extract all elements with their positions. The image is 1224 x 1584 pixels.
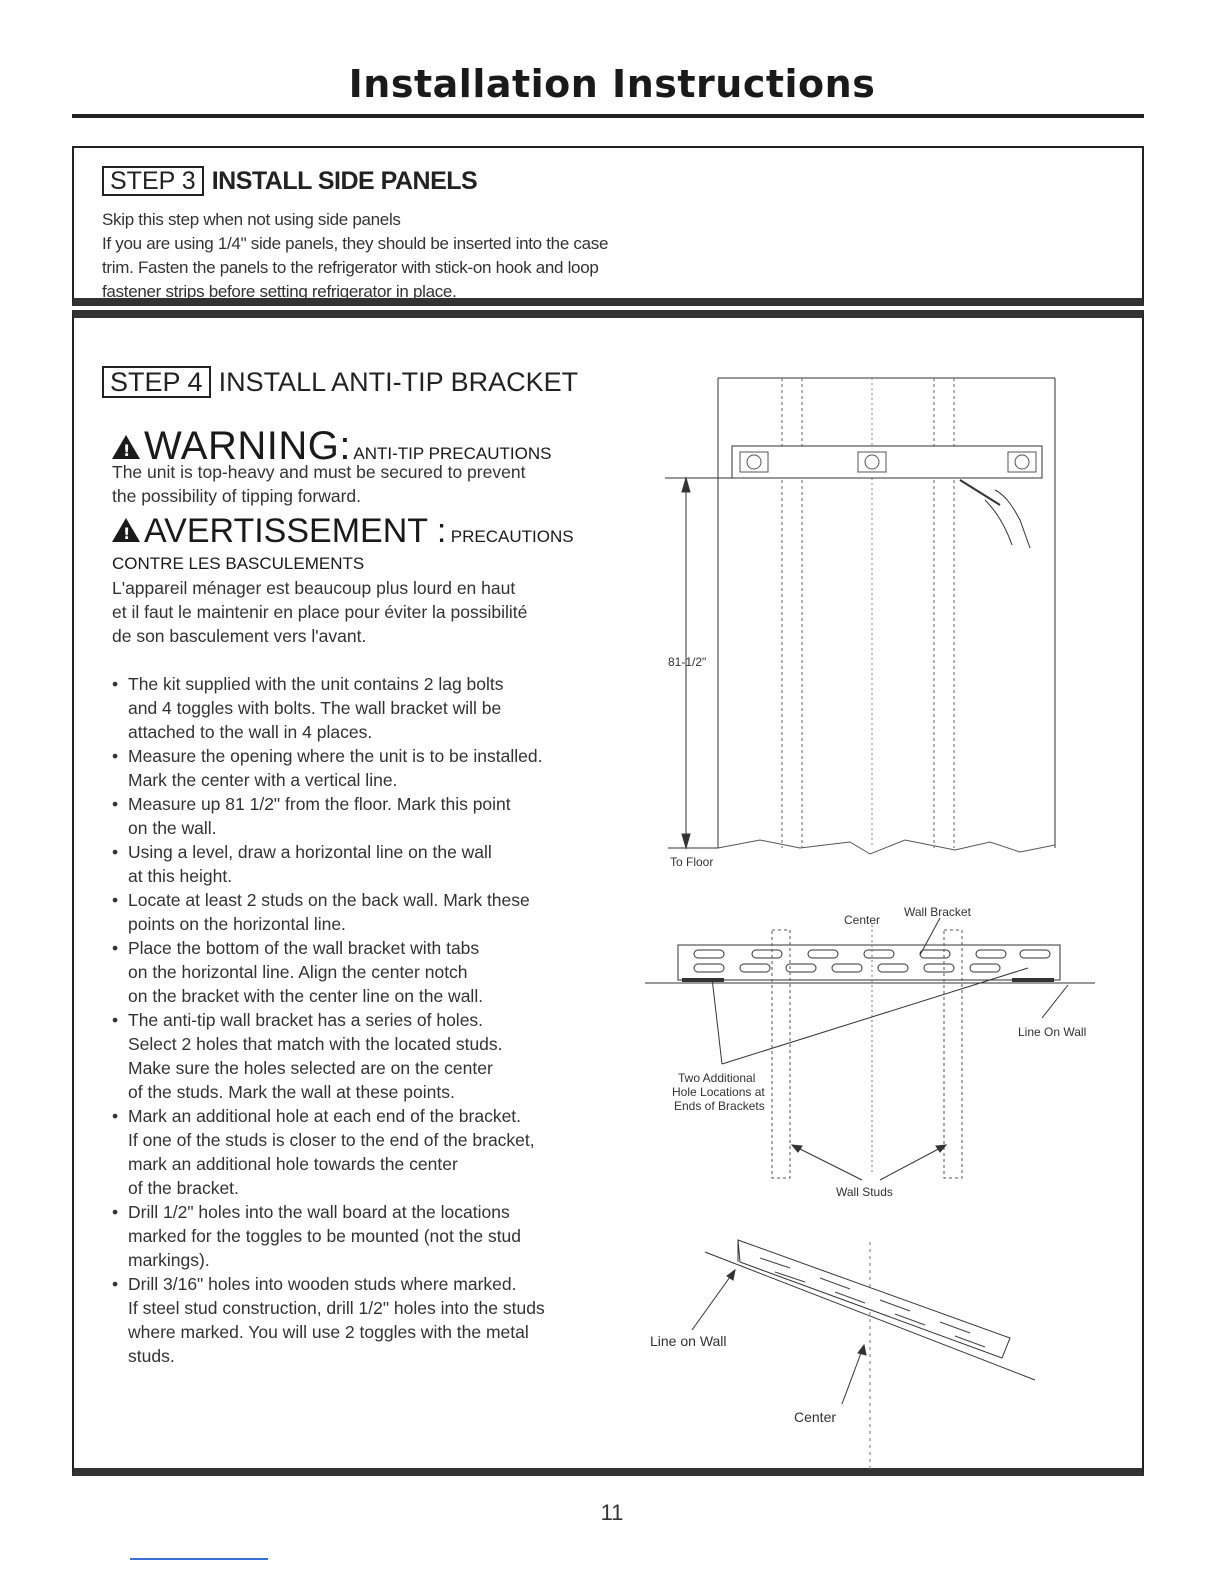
list-item-line: points on the horizontal line. (128, 914, 346, 934)
list-item (112, 1008, 632, 1104)
wall-bracket-label: Wall Bracket (904, 905, 971, 919)
step4-heading (102, 366, 578, 398)
avertissement-line: et il faut le maintenir en place pour éviter la possibilité (112, 602, 528, 622)
warning-line: the possibility of tipping forward. (112, 486, 362, 506)
page-title: Installation Instructions (348, 62, 876, 106)
step3-text (102, 208, 608, 304)
list-item-line: Select 2 holes that match with the located studs. (128, 1034, 503, 1054)
list-item (112, 1272, 632, 1368)
list-item-line: and 4 toggles with bolts. The wall bracket will be (128, 698, 502, 718)
to-floor-label: To Floor (670, 855, 714, 869)
footer-link-underline[interactable] (130, 1558, 268, 1560)
list-item-line: • Drill 1/2" holes into the wall board at the locations (128, 1202, 510, 1222)
two-additional-label: Hole Locations at (672, 1085, 765, 1099)
warning-line: The unit is top-heavy and must be secured to prevent (112, 462, 526, 482)
line-on-wall-label: Line On Wall (1018, 1025, 1087, 1039)
list-item-line: • Measure up 81 1/2" from the floor. Mark this point (128, 794, 511, 814)
avertissement-small: PRECAUTIONS (450, 527, 574, 546)
avertissement-line: de son basculement vers l'avant. (112, 626, 367, 646)
list-item (112, 1200, 632, 1272)
step4-tag: STEP 4 (102, 366, 211, 398)
list-item-line: • Drill 3/16" holes into wooden studs where marked. (128, 1274, 517, 1294)
list-item-line: • The anti-tip wall bracket has a series of holes. (128, 1010, 484, 1030)
wall-studs-label: Wall Studs (836, 1185, 893, 1199)
warning-triangle-icon (112, 435, 140, 459)
list-item (112, 840, 632, 888)
list-item-line: mark an additional hole towards the center (128, 1154, 458, 1174)
step3-heading (102, 166, 477, 196)
list-item-line: of the bracket. (128, 1178, 239, 1198)
list-item (112, 792, 632, 840)
list-item-line: • The kit supplied with the unit contains 2 lag bolts (128, 674, 504, 694)
step3-line: Skip this step when not using side panels (102, 210, 401, 229)
list-item-line: • Measure the opening where the unit is to be installed. (128, 746, 543, 766)
list-item-line: markings). (128, 1250, 210, 1270)
list-item-line: marked for the toggles to be mounted (not the stud (128, 1226, 522, 1246)
center-label-2: Center (794, 1409, 837, 1425)
list-item-line: • Using a level, draw a horizontal line on the wall (128, 842, 492, 862)
warning-big: WARNING: (144, 424, 351, 468)
title-rule (72, 114, 1144, 118)
list-item-line: Make sure the holes selected are on the center (128, 1058, 493, 1078)
two-additional-label: Two Additional (678, 1071, 756, 1085)
step3-box (72, 146, 1144, 306)
list-item-line: • Mark an additional hole at each end of the bracket. (128, 1106, 522, 1126)
avertissement-big: AVERTISSEMENT : (144, 512, 447, 550)
step3-title: INSTALL SIDE PANELS (211, 166, 478, 195)
step4-box (72, 310, 1144, 1476)
avertissement-sub: CONTRE LES BASCULEMENTS (112, 554, 365, 573)
list-item (112, 1104, 632, 1200)
list-item (112, 672, 632, 744)
page-number: 11 (600, 1500, 624, 1525)
list-item (112, 744, 632, 792)
avertissement-body (112, 576, 527, 648)
step4-title: INSTALL ANTI-TIP BRACKET (218, 366, 579, 397)
list-item-line: where marked. You will use 2 toggles with the metal (128, 1322, 529, 1342)
list-item-line: attached to the wall in 4 places. (128, 722, 373, 742)
list-item (112, 936, 632, 1008)
list-item-line: If steel stud construction, drill 1/2" holes into the studs (128, 1298, 545, 1318)
line-on-wall-label-2: Line on Wall (650, 1333, 727, 1349)
list-item-line: • Locate at least 2 studs on the back wall. Mark these (128, 890, 530, 910)
instruction-list (112, 672, 632, 1368)
step3-line: If you are using 1/4" side panels, they should be inserted into the case (102, 234, 609, 253)
list-item-line: of the studs. Mark the wall at these points. (128, 1082, 455, 1102)
step3-tag: STEP 3 (102, 166, 204, 196)
avertissement-line: L'appareil ménager est beaucoup plus lourd en haut (112, 578, 516, 598)
center-label: Center (844, 913, 881, 927)
list-item-line: on the bracket with the center line on the wall. (128, 986, 484, 1006)
step3-line: trim. Fasten the panels to the refrigerator with stick-on hook and loop (102, 258, 599, 277)
height-label: 81-1/2" (668, 655, 707, 669)
list-item-line: at this height. (128, 866, 233, 886)
list-item-line: If one of the studs is closer to the end of the bracket, (128, 1130, 535, 1150)
list-item-line: on the wall. (128, 818, 217, 838)
warning-body (112, 460, 525, 508)
step3-line: fastener strips before setting refrigerator in place. (102, 282, 457, 301)
warning-triangle-icon (112, 518, 140, 542)
two-additional-label: Ends of Brackets (674, 1099, 765, 1113)
avertissement-heading (112, 512, 574, 551)
warning-small: ANTI-TIP PRECAUTIONS (353, 444, 552, 463)
list-item-line: • Place the bottom of the wall bracket with tabs (128, 938, 480, 958)
list-item-line: studs. (128, 1346, 175, 1366)
list-item-line: on the horizontal line. Align the center notch (128, 962, 468, 982)
list-item-line: Mark the center with a vertical line. (128, 770, 398, 790)
list-item (112, 888, 632, 936)
